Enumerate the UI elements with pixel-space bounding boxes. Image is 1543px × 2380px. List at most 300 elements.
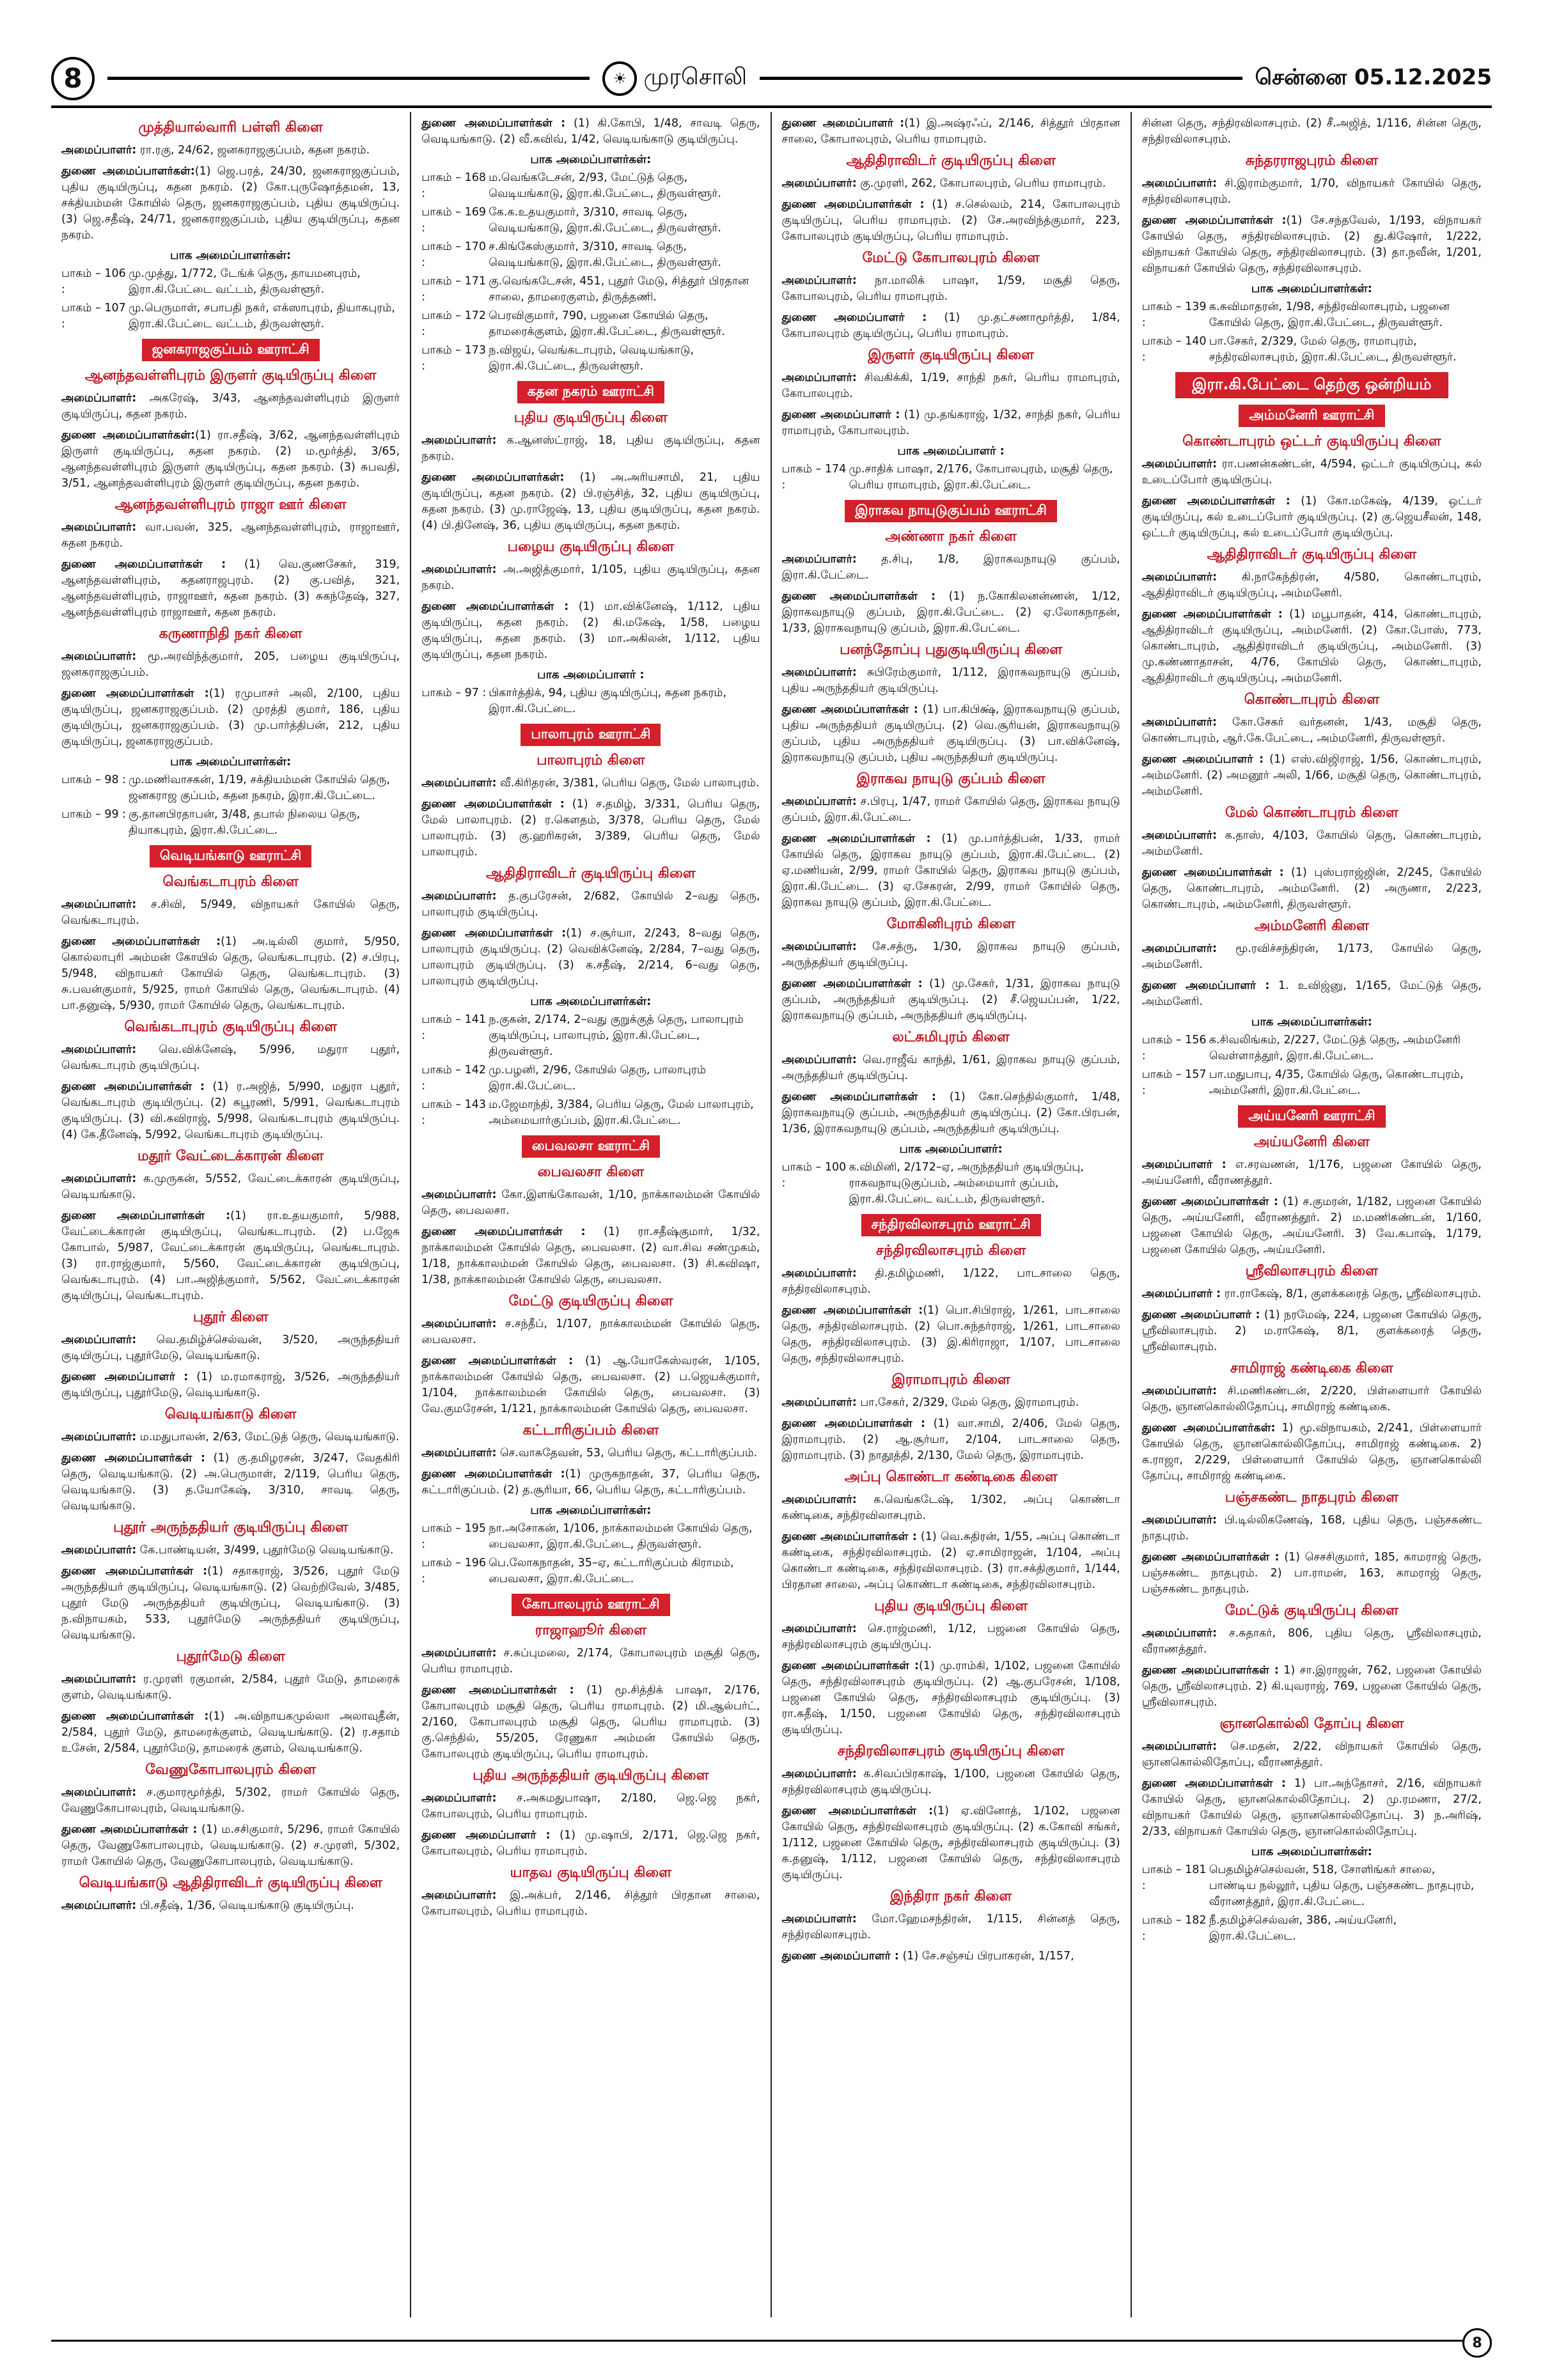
office-bearer-entry <box>782 1529 1120 1593</box>
member-details: (1) அ.டில்லி குமார், 5/950, கொல்லாபுரி அம்மன் கோயில் தெரு, வெங்கடாபுரம். (2) ச.பிரபு, 5/948, விநாயகர் கோயில் தெரு, வெங்கடாபுரம். (3) சு.பவன்குமார், 5/925, ராமர் கோயில் தெரு, வெங்கடாபுரம். (4) பா.தனுஷ், 5/930, ராமர் கோயில் தெரு, வெங்கடாபுரம். <box>61 935 400 1012</box>
booth-number: பாகம் – 171 : <box>421 275 486 304</box>
role-label: அமைப்பாளர்: <box>1141 1740 1217 1753</box>
branch-title: மோகினிபுரம் கிளை <box>886 916 1015 932</box>
member-details: (1) ச.சூர்யா, 2/243, 8–வது தெரு, பாலாபுரம் குடியிருப்பு. (2) வெவிக்னேஷ், 2/284, 7–வது தெரு, பாலாபுரம் குடியிருப்பு. (3) க.சதீஷ், 2/214, 6–வது தெரு, பாலாபுரம் குடியிருப்பு. <box>421 927 760 988</box>
member-details: ச.சந்தீப், 1/107, நாக்காலம்மன் கோயில் தெரு, பைவலசா. <box>421 1318 760 1346</box>
member-details: சின்ன தெரு, சந்திரவிலாசபுரம். (2) சீ.அஜித், 1/116, சின்ன தெரு, சந்திரவிலாசபுரம். <box>1141 117 1482 146</box>
booth-number: பாகம் – 98 : <box>61 774 127 786</box>
office-bearer-entry <box>421 926 760 990</box>
member-details: பி.சதீஷ், 1/36, வெடியங்காடு குடியிருப்பு. <box>136 1899 354 1912</box>
role-label: துணை அமைப்பாளர்கள் : <box>421 1684 574 1697</box>
role-label: அமைப்பாளர்: <box>421 1188 497 1201</box>
section-subhead: பாக அமைப்பாளர்: <box>899 1142 1003 1156</box>
role-label: அமைப்பாளர்: <box>1141 1627 1217 1640</box>
booth-entry <box>1142 334 1482 366</box>
office-bearer-entry <box>421 470 760 534</box>
branch-title: ஆனந்தவள்ளிபுரம் ராஜா ஊர் கிளை <box>114 497 347 513</box>
member-details: 1) சா.இராஜன், 762, பஜனை கோயில் தெரு, ஸ்ரீவிலாசபுரம். 2) கி.யுவராஜ், 769, பஜனை கோயில் தெரு, ஸ்ரீவிலாசபுரம். <box>1141 1664 1482 1709</box>
member-details: (1) கு.தமிழரசன், 3/247, வேதகிரி தெரு, வெடியங்காடு. (2) அ.பெருமாள், 2/119, பெரிய தெரு, வெடியங்காடு. (3) த.யோகேஷ், 3/310, சாவடி தெரு, வெடியங்காடு. <box>61 1452 400 1513</box>
member-details: க.ஆனஸ்ட்ராஜ், 18, புதிய குடியிருப்பு, கதன நகரம். <box>421 434 760 463</box>
office-bearer-entry <box>782 1303 1120 1367</box>
office-bearer-entry <box>61 1369 400 1401</box>
role-label: துணை அமைப்பாளர்கள் : <box>61 1710 209 1723</box>
role-label: துணை அமைப்பாளர்கள் : <box>61 935 221 948</box>
sun-emblem-icon: ☀ <box>602 61 637 96</box>
role-label: துணை அமைப்பாளர் : <box>781 117 905 130</box>
member-details: இ.அக்பர், 2/146, சித்தூர் பிரதான சாலை, கோபாலபுரம், பெரிய ராமாபுரம். <box>421 1889 760 1918</box>
office-bearer-entry <box>782 407 1120 439</box>
role-label: துணை அமைப்பாளர்கள்: <box>61 165 195 178</box>
booth-number: பாகம் – 174 : <box>781 463 847 492</box>
member-details: வெ.ராஜீவ் காந்தி, 1/61, இராகவ நாயுடு குப்பம், அருந்ததியர் குடியிருப்பு. <box>781 1054 1120 1082</box>
role-label: அமைப்பாளர்: <box>61 1431 137 1443</box>
page-number-badge: 8 <box>51 57 95 100</box>
branch-title: அண்ணா நகர் கிளை <box>885 529 1017 545</box>
member-details: செ.மதன், 2/22, விநாயகர் கோயில் தெரு, ஞானகொல்லிதோப்பு, வீராணத்தூர். <box>1141 1740 1482 1769</box>
member-details: பி.டில்லிகணேஷ், 168, புதிய தெரு, பஞ்சகண்ட நாதபுரம். <box>1141 1514 1482 1543</box>
office-bearer-entry <box>1142 978 1482 1010</box>
footer-page-number: 8 <box>1462 2328 1492 2358</box>
section-subhead: பாக அமைப்பாளர்கள்: <box>1251 282 1372 295</box>
booth-agent-details: ந.விஜய், வெங்கடாபுரம், வெடியங்காடு, இரா.கி.பேட்டை, திருவள்ளூர். <box>489 344 694 373</box>
role-label: அமைப்பாளர்: <box>61 392 137 405</box>
office-bearer-entry <box>782 1658 1120 1738</box>
booth-number: பாகம் – 182 : <box>1141 1914 1207 1943</box>
member-details: (1) சே.சஞ்சய் பிரபாகரன், 1/157, <box>898 1950 1074 1963</box>
office-bearer-entry <box>782 794 1120 826</box>
booth-agent-details: க.சிவலிங்கம், 2/227, மேட்டுத் தெரு, அம்மனேரி வெள்ளாத்தூர், இரா.கி.பேட்டை. <box>1209 1034 1461 1062</box>
member-details: (1) வெ.குணசேகர், 319, ஆனந்தவள்ளிபுரம், கதனராஜபுரம். (2) கு.பவித், 321, ஆனந்தவள்ளிபுரம், ராஜாஊர், கதன நகரம். (3) சுகந்தேஷ், 327, ஆனந்தவள்ளிபுரம் ராஜாஊர், கதன நகரம். <box>61 558 400 619</box>
office-bearer-entry <box>1142 1776 1482 1840</box>
booth-number: பாகம் – 195 : <box>421 1522 486 1551</box>
member-details: ச.சுப்புமலை, 2/174, கோபாலபுரம் மசூதி தெரு, பெரிய ராமாபுரம். <box>421 1647 760 1676</box>
booth-number: பாகம் – 172 : <box>421 309 486 338</box>
booth-number: பாகம் – 168 : <box>421 171 486 200</box>
office-bearer-entry <box>1142 752 1482 800</box>
role-label: அமைப்பாளர்: <box>61 898 137 911</box>
branch-title: லட்சுமிபுரம் கிளை <box>892 1029 1010 1045</box>
role-label: துணை அமைப்பாளர்கள் : <box>61 1452 205 1465</box>
office-bearer-entry <box>782 1621 1120 1653</box>
office-bearer-entry <box>61 1079 400 1143</box>
booth-agent-details: ம.ஜேமாந்தி, 3/384, பெரிய தெரு, மேல் பாலாபுரம், அம்மையார்குப்பம், இரா.கி.பேட்டை. <box>489 1098 754 1127</box>
branch-title: புதிய அருந்ததியர் குடியிருப்பு கிளை <box>473 1768 709 1784</box>
member-details: மோ.ஹேமசந்திரன், 1/115, சின்னத் தெரு, சந்திரவிலாசபுரம். <box>781 1913 1120 1941</box>
member-details: ச.சுதாகர், 806, புதிய தெரு, ஸ்ரீவிலாசபுரம், வீராணத்தூர். <box>1141 1627 1482 1656</box>
booth-entry <box>1142 299 1482 331</box>
role-label: துணை அமைப்பாளர்கள் : <box>781 832 931 845</box>
footer-rule <box>51 2340 1492 2342</box>
office-bearer-entry <box>782 1416 1120 1464</box>
office-bearer-entry <box>1142 494 1482 541</box>
member-details: (1) மூ.சித்திக் பாஷா, 2/176, கோபாலபுரம் மசூதி தெரு, பெரிய ராமாபுரம். (2) மி.ஆல்பர்ட், 2/160, கோபாலபுரம் மசூதி தெரு, பெரிய ராமாபுரம். (3) கு.செந்தில், 55/205, ரேணுகா அம்மன் கோயில் தெரு, கோபாலபுரம் குடியிருப்பு, பெரிய ராமாபுரம். <box>421 1684 760 1761</box>
member-details: த.குபரேசன், 2/682, கோயில் 2–வது தெரு, பாலாபுரம் குடியிருப்பு. <box>421 890 760 919</box>
office-bearer-entry <box>782 1948 1120 1964</box>
branch-title: வெங்கடாபுரம் குடியிருப்பு கிளை <box>124 1019 337 1035</box>
member-details: பா.சேகர், 2/329, மேல் தெரு, இராமாபுரம். <box>856 1396 1079 1409</box>
member-details: சிவகிக்கி, 1/19, சாந்தி நகர், பெரிய ராமாபுரம், கோபாலபுரம். <box>781 371 1120 400</box>
role-label: துணை அமைப்பாளர் : <box>421 1829 551 1842</box>
office-bearer-entry <box>61 1332 400 1364</box>
member-details: (1) கோ.மகேஷ், 4/139, ஒட்டர் குடியிருப்பு, கல் உடைப்போர் குடியிருப்பு. (2) கு.ஜெயசீலன், 148, ஒட்டர் குடியிருப்பு, கல் உடைப்போர் குடியிருப்பு. <box>1141 495 1482 540</box>
branch-title: ஆதிதிராவிடர் குடியிருப்பு கிளை <box>1207 547 1417 563</box>
role-label: அமைப்பாளர்: <box>1141 1385 1217 1397</box>
booth-number: பாகம் – 142 : <box>421 1064 486 1093</box>
booth-entry <box>61 772 400 804</box>
booth-agent-details: கே.க.உதயகுமார், 3/310, சாவடி தெரு, வெடியங்காடு, இரா.கி.பேட்டை, திருவள்ளூர். <box>489 206 721 235</box>
branch-title: யாதவ குடியிருப்பு கிளை <box>510 1865 672 1881</box>
member-details: (1) ஆ.யோகேஸ்வரன், 1/105, நாக்காலம்மன் கோயில் தெரு, பைவலசா. (2) ப.ஜெயக்குமார், 1/104, நாக்காலம்மன் கோயில் தெரு, பைவலசா. (3) வே.குமரேசன், 1/121, நாக்காலம்மன் கோயில் தெரு, பைவலசா. <box>421 1355 760 1415</box>
branch-title: மேட்டு கோபாலபுரம் கிளை <box>862 250 1040 266</box>
role-label: துணை அமைப்பாளர்கள் : <box>781 1417 925 1430</box>
section-subhead: பாக அமைப்பாளர் : <box>897 444 1005 458</box>
member-details: அ.அஜித்குமார், 1/105, புதிய குடியிருப்பு, கதன நகரம். <box>421 563 760 592</box>
office-bearer-entry <box>421 1645 760 1677</box>
member-details: (1) மபூபாதன், 414, கொண்டாபுரம், ஆதிதிராவிடர் குடியிருப்பு, அம்மனேரி. (2) கோ.போஸ், 773, கொண்டாபுரம், ஆதிதிராவிடர் குடியிருப்பு, அம்மனேரி. (3) மு.கண்ணாதாசன், 4/76, கோயில் தெரு, கொண்டாபுரம், ஆதிதிராவிடர் குடியிருப்பு, அம்மனேரி. <box>1141 608 1482 685</box>
booth-number: பாகம் – 170 : <box>421 240 486 269</box>
branch-title: சந்திரவிலாசபுரம் குடியிருப்பு கிளை <box>837 1743 1065 1759</box>
office-bearer-entry <box>61 1429 400 1445</box>
member-details: ச.குமாரமூர்த்தி, 5/302, ராமர் கோயில் தெரு, வேணுகோபாலபுரம், வெடியங்காடு. <box>61 1786 400 1815</box>
member-details: சி.இராம்குமார், 1/70, விநாயகர் கோயில் தெரு, சந்திரவிலாசபுரம். <box>1141 177 1482 206</box>
booth-number: பாகம் – 196 : <box>421 1557 486 1585</box>
member-details: (1) ஏ.வினோத், 1/102, பஜனை கோயில் தெரு, சந்திரவிலாசபுரம் குடியிருப்பு. (2) க.கோவி சங்கர், 1/112, பஜனை கோயில் தெரு, சந்திரவிலாசபுரம் குடியிருப்பு. (3) க.தனுஷ், 1/112, பஜனை கோயில் தெரு, சந்திரவிலாசபுரம் குடியிருப்பு. <box>781 1805 1120 1881</box>
member-details: வெ.தமிழ்ச்செல்வன், 3/520, அருந்ததியர் குடியிருப்பு, புதூர்மேடு, வெடியங்காடு. <box>61 1334 400 1362</box>
booth-number: பாகம் – 141 : <box>421 1013 486 1042</box>
branch-title: அப்பு கொண்டா கண்டிகை கிளை <box>844 1469 1058 1485</box>
role-label: துணை அமைப்பாளர்கள் : <box>421 927 567 940</box>
member-details: க.வெங்கடேஷ், 1/302, அப்பு கொண்டா கண்டிகை, சந்திரவிலாசபுரம். <box>781 1493 1120 1522</box>
member-details: ச.பிரபு, 1/47, ராமர் கோயில் தெரு, இராகவ நாயுடு குப்பம், இரா.கி.பேட்டை. <box>781 795 1120 824</box>
role-label: அமைப்பாளர்: <box>421 890 497 903</box>
booth-entry <box>782 462 1120 494</box>
office-bearer-entry <box>782 1052 1120 1084</box>
member-details: (1) ம.ரமாகராஜ், 3/526, அருந்ததியர் குடியிருப்பு, புதூர்மேடு, வெடியங்காடு. <box>61 1371 400 1399</box>
role-label: துணை அமைப்பாளர்கள் : <box>781 1660 919 1672</box>
role-label: துணை அமைப்பாளர்கள் : <box>61 1209 231 1222</box>
member-details: கோ.சேகர் வர்தனன், 1/43, மசூதி தெரு, கொண்டாபுரம், ஆர்.கே.பேட்டை, அம்மனேரி, திருவள்ளூர். <box>1141 716 1482 745</box>
office-bearer-entry <box>782 370 1120 402</box>
role-label: துணை அமைப்பாளர்கள் : <box>1141 1195 1278 1208</box>
office-bearer-entry <box>61 1822 400 1870</box>
panchayat-banner: கோபாலபுரம் ஊராட்சி <box>512 1594 670 1616</box>
member-details: நா.மாலிக் பாஷா, 1/59, மசூதி தெரு, கோபாலபுரம், பெரிய ராமாபுரம். <box>781 274 1120 303</box>
role-label: துணை அமைப்பாளர்கள் : <box>781 703 918 716</box>
role-label: அமைப்பாளர்: <box>421 1792 497 1805</box>
member-details: எ.சரவணன், 1/176, பஜனை கோயில் தெரு, அய்யனேரி, வீராணத்தூர். <box>1141 1158 1482 1187</box>
office-bearer-entry <box>1142 865 1482 913</box>
member-details: ரா.ராகேஷ், 8/1, குளக்கரைத் தெரு, ஸ்ரீவிலாசபுரம். <box>1221 1287 1482 1300</box>
branch-title: மேல் கொண்டாபுரம் கிளை <box>1225 805 1398 821</box>
role-label: அமைப்பாளர்: <box>421 563 497 576</box>
office-bearer-entry <box>421 562 760 594</box>
role-label: அமைப்பாளர்: <box>781 1768 857 1780</box>
office-bearer-entry <box>782 665 1120 697</box>
booth-agent-details: பெதமிழ்ச்செல்வன், 518, சோளிங்கர் சாலை, பாண்டிய நல்லூர், புதிய தெரு, பஞ்சகண்ட நாதபுரம், வீராணத்தூர், இரா.கி.பேட்டை. <box>1209 1863 1475 1908</box>
branch-title: வேணுகோபாலபுரம் கிளை <box>145 1762 316 1778</box>
role-label: அமைப்பாளர்: <box>781 371 857 384</box>
office-bearer-entry <box>1142 456 1482 488</box>
role-label: அமைப்பாளர்: <box>1141 716 1217 729</box>
office-bearer-entry <box>421 1224 760 1288</box>
booth-agent-details: பெரவிகுமார், 790, பஜனை கோயில் தெரு, தாமரைக்குளம், இரா.கி.பேட்டை, திருவள்ளூர். <box>489 309 726 338</box>
member-details: (1) ர.அஜித், 5/990, மதுரா புதூர், வெங்கடாபுரம் குடியிருப்பு. (2) சுபூரணி, 5/991, வெங்கடாபுரம் குடியிருப்பு. (3) வி.கவிராஜ், 5/998, வெங்கடாபுரம் குடியிருப்பு. (4) கே.தீனேஷ், 5/992, வெங்கடாபுரம் குடியிருப்பு. <box>61 1080 400 1141</box>
booth-agent-details: க.சுவிமாதரன், 1/98, சந்திரவிலாசபுரம், பஜனை கோயில் தெரு, இரா.கி.பேட்டை, திருவள்ளூர். <box>1209 300 1450 329</box>
booth-agent-details: மு.பெருமாள், சபாபதி நகர், எக்ஸாபுரம், தியாகபுரம், இரா.கி.பேட்டை வட்டம், திருவள்ளூர். <box>129 302 395 331</box>
section-subhead: பாக அமைப்பாளர்கள்: <box>530 1504 652 1517</box>
member-details: வா.பவன், 325, ஆனந்தவள்ளிபுரம், ராஜாஊர், கதன நகரம். <box>61 521 400 550</box>
role-label: அமைப்பாளர்: <box>781 795 857 808</box>
booth-number: பாகம் – 143 : <box>421 1098 486 1127</box>
office-bearer-entry <box>61 391 400 423</box>
section-subhead: பாக அமைப்பாளர்கள்: <box>170 249 292 262</box>
role-label: துணை அமைப்பாளர்கள் : <box>421 1468 565 1481</box>
booth-agent-details: க.விமினி, 2/172–ஏ, அருந்ததியர் குடியிருப்பு, ராகவநாயுடுகுப்பம், அம்மையார் குப்பம், இரா.கி.பேட்டை வட்டம், திருவள்ளூர். <box>849 1161 1084 1206</box>
section-subhead: பாக அமைப்பாளர்கள்: <box>1251 1845 1372 1858</box>
role-label: அமைப்பாளர்: <box>1141 177 1217 190</box>
booth-number: பாகம் – 99 : <box>61 808 127 821</box>
office-bearer-entry <box>421 1791 760 1823</box>
office-bearer-entry <box>61 1564 400 1644</box>
role-label: அமைப்பாளர்: <box>1141 942 1217 955</box>
branch-title: கொண்டாபுரம் ஒட்டர் குடியிருப்பு கிளை <box>1182 433 1441 449</box>
header-underline <box>51 105 1492 108</box>
panchayat-banner: பைவலசா ஊராட்சி <box>522 1135 660 1158</box>
office-bearer-entry <box>421 797 760 860</box>
office-bearer-entry <box>61 686 400 750</box>
booth-entry <box>1142 1913 1482 1945</box>
office-bearer-entry <box>1142 213 1482 277</box>
booth-agent-details: பிகார்த்திக், 94, புதிய குடியிருப்பு, கதன நகரம், இரா.கி.பேட்டை. <box>489 687 727 715</box>
role-label: துணை அமைப்பாளர்கள் : <box>781 1091 936 1103</box>
booth-entry <box>1142 1032 1482 1064</box>
branch-title: இருளர் குடியிருப்பு கிளை <box>868 347 1035 363</box>
panchayat-banner: வெடியங்காடு ஊராட்சி <box>150 845 311 867</box>
role-label: துணை அமைப்பாளர்கள் : <box>61 687 209 700</box>
branch-title: கருணாநிதி நகர் கிளை <box>159 626 302 642</box>
office-bearer-entry <box>61 934 400 1014</box>
branch-title: பனந்தோப்பு புதுகுடியிருப்பு கிளை <box>840 642 1063 658</box>
role-label: அமைப்பாளர்: <box>781 1396 857 1409</box>
branch-title: மதூர் வேட்டைக்காரன் கிளை <box>137 1148 324 1164</box>
member-details: ரா.ரகு, 24/62, ஜனகராஜகுப்பம், கதன நகரம். <box>136 144 370 157</box>
role-label: துணை அமைப்பாளர் : <box>1141 753 1264 766</box>
member-details: 1) பா.அந்தோசர், 2/16, விநாயகர் கோயில் தெரு, ஞானகொல்லிதோப்பு. 2) மு.ரமணா, 27/2, விநாயகர் கோயில் தெரு, ஞானகொல்லிதோப்பு. 3) ந.அரிஷ், 2/33, விநாயகர் கோயில் தெரு, ஞானகொல்லிதோப்பு. <box>1141 1777 1482 1838</box>
branch-title: ராஜாஹூர் கிளை <box>535 1622 646 1638</box>
office-bearer-entry <box>61 897 400 929</box>
role-label: அமைப்பாளர்: <box>61 1673 137 1686</box>
booth-agent-details: மு.மணிவாசகன், 1/19, சக்தியம்மன் கோயில் தெரு, ஜனகராஜ குப்பம், கதன நகரம், இரா.கி.பேட்டை. <box>129 774 390 802</box>
booth-number: பாகம் – 107 : <box>61 302 126 331</box>
member-details: (1) ச.குமரன், 1/182, பஜனை கோயில் தெரு, அய்யனேரி, வீராணத்தூர். 2) ம.மணிகண்டன், 1/160, பஜனை கோயில் தெரு, அய்யனேரி. 3) வே.சுபாஷ், 1/179, பஜனை கோயில் தெரு, அய்யனேரி. <box>1141 1195 1482 1256</box>
office-bearer-entry <box>421 433 760 465</box>
member-details: ரா.பணன்கண்டன், 4/594, ஒட்டர் குடியிருப்பு, கல் உடைப்போர் குடியிருப்பு. <box>1141 458 1482 486</box>
member-details: (1) சே.சந்தவேல், 1/193, விநாயகர் கோயில் தெரு, சந்திரவிலாசபுரம். (2) து.கிஷோர், 1/222, விநாயகர் கோயில் தெரு, சந்திரவிலாசபுரம். (3) தா.நவீன், 1/201, விநாயகர் கோயில் தெரு, சந்திரவிலாசபுரம். <box>1141 214 1482 275</box>
role-label: துணை அமைப்பாளர்கள் : <box>61 1565 208 1578</box>
office-bearer-entry <box>61 1171 400 1203</box>
booth-agent-details: நா.அசோகன், 1/106, நாக்காலம்மன் கோயில் தெரு, பைவலசா, இரா.கி.பேட்டை, திருவள்ளூர். <box>489 1522 753 1551</box>
office-bearer-entry <box>421 775 760 791</box>
panchayat-banner: அய்யனேரி ஊராட்சி <box>1238 1105 1385 1128</box>
panchayat-banner: அம்மனேரி ஊராட்சி <box>1239 405 1384 427</box>
role-label: அமைப்பாளர்: <box>61 1899 137 1912</box>
member-details: (1) நரமேஷ், 224, பஜனை கோயில் தெரு, ஸ்ரீவிலாசபுரம். 2) ம.ராகேஷ், 8/1, குளக்கரைத் தெரு, ஸ்ரீவிலாசபுரம். <box>1141 1309 1482 1353</box>
role-label: துணை அமைப்பாளர்கள் : <box>1141 1551 1280 1564</box>
branch-title: புதிய குடியிருப்பு கிளை <box>874 1598 1028 1614</box>
member-details: (1) ரமுபாசர் அலி, 2/100, புதிய குடியிருப்பு, ஜனகராஜகுப்பம். (2) முரத்தி குமார், 186, புதிய குடியிருப்பு, ஜனகராஜகுப்பம். (3) மு.பார்த்திபன், 212, புதிய குடியிருப்பு, ஜனகராஜகுப்பம். <box>61 687 400 748</box>
role-label: அமைப்பாளர்: <box>781 1622 857 1635</box>
role-label: அமைப்பாளர்: <box>421 1447 497 1459</box>
booth-entry <box>782 1160 1120 1208</box>
role-label: அமைப்பாளர்: <box>61 1043 137 1056</box>
office-bearer-entry <box>421 1466 760 1498</box>
office-bearer-entry <box>1142 1286 1482 1302</box>
office-bearer-entry <box>1142 1307 1482 1355</box>
member-details: கு.முரளி, 262, கோபாலபுரம், பெரிய ராமாபுரம். <box>856 177 1106 190</box>
booth-entry <box>421 239 760 271</box>
booth-number: பாகம் – 140 : <box>1141 335 1207 364</box>
branch-title: புதிய குடியிருப்பு கிளை <box>513 410 668 426</box>
branch-title: மேட்டுக் குடியிருப்பு கிளை <box>1225 1603 1398 1619</box>
role-label: துணை அமைப்பாளர் : <box>1141 1309 1260 1321</box>
member-details: (1) அ.அரியசாமி, 21, புதிய குடியிருப்பு, கதன நகரம். (2) பி.ரஞ்சித், 32, புதிய குடியிருப்பு, கதன நகரம். (3) மு.ராஜேஷ், 13, புதிய குடியிருப்பு, கதன நகரம். (4) பி.தினேஷ், 36, புதிய குடியிருப்பு, கதன நகரம். <box>421 471 760 532</box>
office-bearer-entry <box>782 1089 1120 1137</box>
member-details: (1) ச.செல்வம், 214, கோபாலபுரம் குடியிருப்பு, பெரிய ராமாபுரம். (2) சே.அரவிந்த்குமார், 223, கோபாலபுரம் குடியிருப்பு, பெரிய ராமாபுரம். <box>781 198 1120 243</box>
member-details: ச.அகமதுபாஷா, 2/180, ஜெ.ஜெ நகர், கோபாலபுரம், பெரிய ராமாபுரம். <box>421 1792 760 1821</box>
newspaper-logo <box>602 61 747 96</box>
member-details: (1) முருகநாதன், 37, பெரிய தெரு, கட்டாரிகுப்பம். (2) த.சூரியா, 66, பெரிய தெரு, கட்டாரிகுப்பம். <box>421 1468 760 1497</box>
office-bearer-entry <box>1142 1739 1482 1771</box>
role-label: அமைப்பாளர்: <box>61 144 137 157</box>
member-details: (1) அ.விநாயகமுல்லா அலாவுதீன், 2/584, புதூர் மேடு, தாமரைக்குளம், வெடியங்காடு. (2) ர.சதாம் உசேன், 2/584, புதூர்மேடு, தாமரைக் குளம், வெடியங்காடு. <box>61 1710 400 1755</box>
booth-entry <box>421 343 760 375</box>
member-details: (1) பொ.சிபிராஜ், 1/261, பாடசாலை தெரு, சந்திரவிலாசபுரம். (2) பொ.சுந்தர்ராஜ், 1/261, பாடசாலை தெரு, சந்திரவிலாசபுரம். (3) இ.கிரிராஜா, 1/107, பாடசாலை தெரு, சந்திரவிலாசபுரம். <box>781 1304 1120 1365</box>
section-subhead: பாக அமைப்பாளர்கள்: <box>530 995 652 1008</box>
office-bearer-entry <box>782 589 1120 637</box>
role-label: அமைப்பாளர்: <box>421 1889 497 1902</box>
role-label: அமைப்பாளர்: <box>781 940 857 953</box>
masthead-rule-right <box>760 77 1242 80</box>
office-bearer-entry <box>421 1828 760 1860</box>
booth-number: பாகம் – 100 : <box>781 1161 847 1190</box>
role-label: துணை அமைப்பாளர் : <box>1141 979 1270 992</box>
office-bearer-entry <box>782 1492 1120 1524</box>
booth-number: பாகம் – 156 : <box>1141 1034 1207 1062</box>
office-bearer-entry <box>421 1445 760 1461</box>
member-details: (1) மா.விக்னேஷ், 1/112, புதிய குடியிருப்பு, கதன நகரம். (2) கி.மகேஷ், 1/58, பழைய குடியிருப்பு, கதன நகரம். (3) மா.அகிலன், 1/112, புதிய குடியிருப்பு, கதன நகரம். <box>421 600 760 661</box>
office-bearer-entry <box>61 428 400 492</box>
member-details: (1) ரா.சதீஷ்குமார், 1/32, நாக்காலம்மன் கோயில் தெரு, பைவலசா. (2) வா.சிவ சண்முகம், 1/18, நாக்காலம்மன் கோயில் தெரு, பைவலசா. (3) சி.சுவிஷா, 1/38, நாக்காலம்மன் கோயில் தெரு, பைவலசா. <box>421 1225 760 1286</box>
branch-title: பழைய குடியிருப்பு கிளை <box>507 539 675 555</box>
role-label: அமைப்பாளர்: <box>421 1647 497 1660</box>
booth-entry <box>421 308 760 340</box>
office-bearer-entry <box>1142 116 1482 148</box>
role-label: துணை அமைப்பாளர்கள் : <box>781 590 936 603</box>
member-details: சே.சத்ரு, 1/30, இராகவ நாயுடு குப்பம், அருந்ததியர் குடியிருப்பு. <box>781 940 1120 969</box>
office-bearer-entry <box>782 273 1120 305</box>
booth-agent-details: மு.பழனி, 2/96, கோயில் தெரு, பாலாபுரம் இரா.கி.பேட்டை. <box>489 1064 706 1093</box>
member-details: (1) மு.சேகர், 1/31, இராகவ நாயுடு குப்பம், அருந்ததியர் குடியிருப்பு. (2) சீ.ஜெயப்பன், 1/22, இராகவநாயுடு குப்பம், அருந்ததியர் குடியிருப்பு. <box>781 977 1120 1022</box>
column-1 <box>51 112 411 2317</box>
office-bearer-entry <box>421 1888 760 1920</box>
office-bearer-entry <box>1142 607 1482 687</box>
office-bearer-entry <box>782 197 1120 245</box>
role-label: அமைப்பாளர் : <box>1141 1287 1221 1300</box>
office-bearer-entry <box>61 1543 400 1559</box>
office-bearer-entry <box>61 1042 400 1074</box>
role-label: அமைப்பாளர்: <box>781 553 857 566</box>
member-details: (1) செசசிகுமார், 185, காமராஜ் தெரு, பஞ்சகண்ட நாதபுரம். 2) பா.ராமன், 163, காமராஜ் தெரு, பஞ்சகண்ட நாதபுரம். <box>1141 1551 1482 1596</box>
booth-number: பாகம் – 106 : <box>61 267 126 296</box>
role-label: அமைப்பாளர்: <box>781 1054 857 1066</box>
role-label: துணை அமைப்பாளர்கள் : <box>1141 495 1290 508</box>
role-label: துணை அமைப்பாளர்கள் : <box>421 1355 574 1367</box>
member-details: ம.மதுபாலன், 2/63, மேட்டுத் தெரு, வெடியங்காடு. <box>136 1431 400 1443</box>
role-label: துணை அமைப்பாளர்கள் : <box>1141 1664 1279 1677</box>
office-bearer-entry <box>61 164 400 244</box>
office-bearer-entry <box>421 1683 760 1762</box>
branch-title: ஞானகொல்லி தோப்பு கிளை <box>1219 1716 1404 1732</box>
role-label: துணை அமைப்பாளர்கள் : <box>1141 214 1287 227</box>
office-bearer-entry <box>1142 941 1482 973</box>
member-details: வெ.விக்னேஷ், 5/996, மதுரா புதூர், வெங்கடாபுரம் குடியிருப்பு. <box>61 1043 400 1072</box>
role-label: அமைப்பாளர்: <box>1141 458 1217 471</box>
office-bearer-entry <box>421 1187 760 1219</box>
office-bearer-entry <box>782 831 1120 911</box>
member-details: சி.மணிகண்டன், 2/220, பிள்ளையார் கோயில் தெரு, ஞானகொல்லிதோப்பு, சாமிராஜ் கண்டிகை. <box>1141 1385 1482 1413</box>
role-label: துணை அமைப்பாளர்கள் : <box>421 798 565 811</box>
booth-agent-details: ச.கிங்கேஸ்குமார், 3/310, சாவடி தெரு, வெடியங்காடு, இரா.கி.பேட்டை, திருவள்ளூர். <box>489 240 721 269</box>
role-label: துணை அமைப்பாளர்கள் : <box>781 1304 923 1317</box>
section-subhead: பாக அமைப்பாளர்கள்: <box>530 153 652 166</box>
office-bearer-entry <box>782 939 1120 971</box>
branch-title: அய்யனேரி கிளை <box>1253 1134 1370 1150</box>
branch-title: கொண்டாபுரம் கிளை <box>1244 692 1380 708</box>
member-details: கோ.இளங்கோவன், 1/10, நாக்காலம்மன் கோயில் தெரு, பைவலசா. <box>421 1188 760 1217</box>
newspaper-name: முரசொலி <box>643 63 748 90</box>
member-details: (1) ம.சசிகுமார், 5/296, ராமர் கோயில் தெரு, வேணுகோபாலபுரம், வெடியங்காடு. (2) ச.முரளி, 5/302, ராமர் கோயில் தெரு, வேணுகோபாலபுரம், வெடியங்காடு. <box>61 1823 400 1868</box>
office-bearer-entry <box>421 1353 760 1417</box>
member-details: (1) ரா.உதயகுமார், 5/988, வேட்டைக்காரன் குடியிருப்பு, வெங்கடாபுரம். (2) ப.ஜேசு கோபால், 5/987, வேட்டைக்காரன் குடியிருப்பு, வெங்கடாபுரம். (3) ரா.ராஜ்குமார், 5/560, வேட்டைக்காரன் குடியிருப்பு, வெங்கடாபுரம். (4) பா.அஜித்குமார், 5/562, வேட்டைக்காரன் குடியிருப்பு, வெங்கடாபுரம். <box>61 1209 400 1302</box>
member-details: த.சிபு, 1/8, இராகவநாயுடு குப்பம், இரா.கி.பேட்டை. <box>781 553 1120 582</box>
booth-agent-details: ந.குகன், 2/174, 2–வது குறுக்குத் தெரு, பாலாபுரம் குடியிருப்பு, பாலாபுரம், இரா.கி.பேட்டை, திருவள்ளூர். <box>489 1013 744 1058</box>
office-bearer-entry <box>782 116 1120 148</box>
office-bearer-entry <box>782 1266 1120 1298</box>
booth-entry <box>1142 1862 1482 1910</box>
member-details: (1) வெ.சுதிரன், 1/55, அப்பு கொண்டா கண்டிகை, சந்திரவிலாசபுரம். (2) ஏ.சாமிராஜன், 1/104, அப்பு கொண்டா கண்டிகை, சந்திரவிலாசபுரம். (3) ரா.சக்திகுமார், 1/144, பிரதான சாலை, அப்பு கொண்டா கண்டிகை, சந்திரவிலாசபுரம். <box>781 1530 1120 1591</box>
branch-title: பாலாபுரம் கிளை <box>537 752 645 768</box>
office-bearer-entry <box>61 1898 400 1914</box>
role-label: துணை அமைப்பாளர்கள் : <box>1141 1777 1286 1790</box>
booth-agent-details: பா.சேகர், 2/329, மேல் தெரு, ராமாபுரம், சந்திரவிலாசபுரம், இரா.கி.பேட்டை, திருவள்ளூர். <box>1209 335 1457 364</box>
role-label: அமைப்பாளர்: <box>61 521 137 534</box>
booth-entry <box>421 1097 760 1129</box>
booth-entry <box>421 1062 760 1094</box>
office-bearer-entry <box>1142 1513 1482 1544</box>
role-label: துணை அமைப்பாளர்கள் : <box>61 1823 198 1836</box>
panchayat-banner: இராகவ நாயுடுகுப்பம் ஊராட்சி <box>845 500 1057 522</box>
branch-title: வெடியங்காடு கிளை <box>164 1406 297 1422</box>
branch-title: சுந்தரராஜபுரம் கிளை <box>1245 153 1378 169</box>
booth-agent-details: பெ.லோகநாதன், 35–ஏ, கட்டாரிகுப்பம் கிராமம், பைவலசா, இரா.கி.பேட்டை. <box>489 1557 734 1585</box>
member-details: கி.நாகேந்திரன், 4/580, கொண்டாபுரம், ஆதிதிராவிடர் குடியிருப்பு, அம்மனேரி. <box>1141 571 1482 600</box>
role-label: அமைப்பாளர்: <box>781 1913 857 1925</box>
role-label: துணை அமைப்பாளர் : <box>781 1950 899 1963</box>
member-details: (1) சதாகராஜ், 3/526, புதூர் மேடு அருந்ததியர் குடியிருப்பு, வெடியங்காடு. (2) வெற்றிவேல், 3/485, புதூர் மேடு அருந்ததியர் குடியிருப்பு, வெடியங்காடு. (3) ந.விநாயகம், 533, புதூர்மேடு அருந்ததியர் குடியிருப்பு, வெடியங்காடு. <box>61 1565 400 1642</box>
member-details: (1) எஸ்.விஜிராஜ், 1/56, கொண்டாபுரம், அம்மனேரி. (2) அமனூர் அலி, 1/66, மசூதி தெரு, கொண்டாபுரம், அம்மனேரி. <box>1141 753 1482 798</box>
role-label: துணை அமைப்பாளர்கள் : <box>421 117 566 130</box>
role-label: அமைப்பாளர்: <box>61 1172 137 1185</box>
